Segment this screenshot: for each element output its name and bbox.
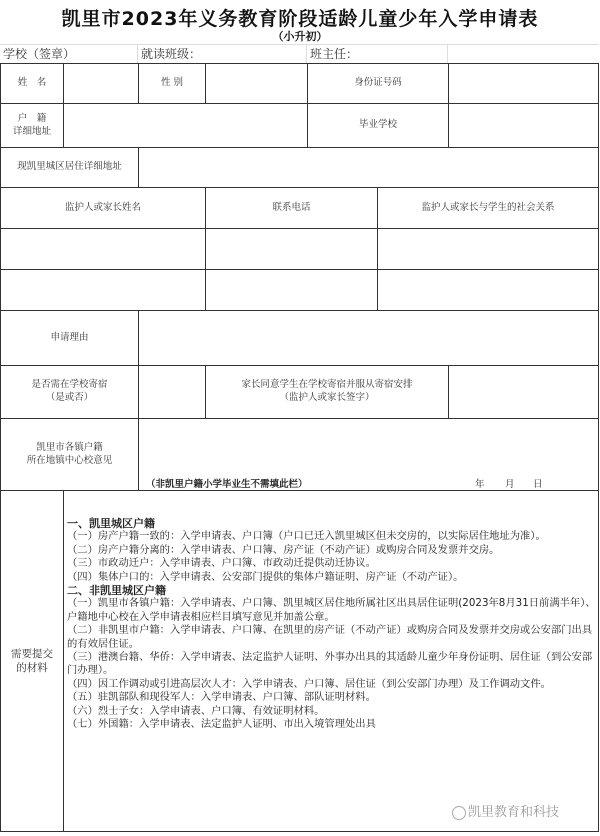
guardian-name-header: 监护人或家长姓名 [0, 187, 206, 229]
graduated-school-field[interactable] [448, 103, 599, 148]
id-number-field[interactable] [448, 63, 599, 104]
materials-item: （五）驻凯部队和现役军人：入学申请表、户口簿、部队证明材料。 [67, 691, 376, 704]
form-title: 凯里市2023年义务教育阶段适龄儿童少年入学申请表 [61, 8, 539, 30]
guardian-1-name[interactable] [0, 228, 206, 270]
hukou-label-line1: 户 籍 [17, 112, 47, 124]
boarding-consent-label [205, 365, 449, 419]
form-subtitle: （小升初） [272, 30, 328, 43]
town-label-line1: 凯里市各镇户籍 [36, 441, 103, 453]
reason-field[interactable] [138, 310, 599, 366]
residence-address-field[interactable] [138, 147, 599, 188]
name-label: 姓 名 [0, 63, 64, 104]
materials-item: （四）因工作调动或引进高层次人才：入学申请表、户口簿、居住证（到公安部门办理）及工作调动文件。 [67, 677, 551, 690]
materials-item: （二）非凯里市户籍：入学申请表、户口簿、在凯里的房产证（不动产证）或购房合同及发票并交房或公安部门出具的有效居住证。 [67, 624, 593, 650]
guardian-1-relation[interactable] [377, 228, 599, 270]
guardian-2-phone[interactable] [205, 269, 378, 311]
guardian-2-relation[interactable] [377, 269, 599, 311]
date-year-label: 年 [475, 479, 485, 490]
materials-section-urban: 一、凯里城区户籍 [67, 517, 155, 530]
consent-label-line1: 家长同意学生在学校寄宿并服从寄宿安排 [241, 379, 413, 391]
materials-item: （四）集体户口的：入学申请表、公安部门提供的集体户籍证明、房产证（不动产证）。 [67, 570, 464, 583]
materials-label-line2: 的材料 [16, 662, 48, 674]
class-label: 就读班级： [138, 44, 307, 63]
hukou-address-label [0, 103, 64, 148]
boarding-label-line1: 是否需在学校寄宿 [31, 379, 108, 391]
consent-signature-field[interactable] [448, 365, 599, 419]
town-opinion-note: （非凯里户籍小学毕业生不需填此栏） [146, 479, 308, 490]
reason-label: 申请理由 [0, 310, 139, 366]
header-blank [448, 44, 599, 63]
materials-item: （一）房产户籍一致的：入学申请表、户口簿（户口已迁入凯里城区但未交房的，以实际居住地址为准）。 [67, 530, 546, 543]
materials-item: （二）房产户籍分离的：入学申请表、户口簿、房产证（不动产证）或购房合同及发票并交房。 [67, 543, 500, 556]
head-teacher-label: 班主任： [307, 44, 448, 63]
hukou-address-field[interactable] [63, 103, 308, 148]
date-month-label: 月 [505, 479, 515, 490]
date-day-label: 日 [533, 479, 543, 490]
hukou-label-line2: 详细地址 [12, 125, 51, 137]
watermark [452, 801, 559, 820]
materials-item: （三）港澳台籍、华侨：入学申请表、法定监护人证明、外事办出具的其适龄儿童少年身份证明、居住证（到公安部门办理）。 [67, 651, 593, 677]
school-signature-label: 学校（签章） [0, 44, 138, 63]
materials-label-line1: 需要提交 [11, 647, 53, 660]
materials-item: （七）外国籍：入学申请表、法定监护人证明、市出入境管理处出具 [67, 718, 376, 731]
guardian-1-phone[interactable] [205, 228, 378, 270]
town-opinion-label [0, 418, 139, 491]
name-field[interactable] [63, 63, 139, 104]
phone-header: 联系电话 [205, 187, 378, 229]
guardian-2-name[interactable] [0, 269, 206, 311]
boarding-field[interactable] [138, 365, 206, 419]
materials-item: （六）烈士子女：入学申请表、户口簿、有效证明材料。 [67, 704, 325, 717]
relation-header: 监护人或家长与学生的社会关系 [377, 187, 599, 229]
graduated-school-label: 毕业学校 [307, 103, 449, 148]
materials-item: （三）市政动迁户：入学申请表、户口簿、市政动迁提供动迁协议。 [67, 557, 376, 570]
consent-label-line2: （监护人或家长签字） [279, 392, 375, 403]
materials-label [0, 490, 64, 832]
watermark-text: 凯里教育和科技 [468, 805, 560, 820]
wechat-icon [452, 806, 466, 820]
boarding-label-line2: （是或否） [45, 392, 94, 403]
residence-address-label: 现凯里城区居住详细地址 [0, 147, 139, 188]
materials-section-nonurban: 二、非凯里城区户籍 [67, 584, 166, 598]
town-label-line2: 所在地镇中心校意见 [26, 454, 113, 466]
materials-list [63, 490, 599, 832]
boarding-label [0, 365, 139, 419]
id-number-label: 身份证号码 [307, 63, 449, 104]
gender-field[interactable] [205, 63, 308, 104]
gender-label: 性 别 [138, 63, 206, 104]
materials-item: （一）凯里市各镇户籍：入学申请表、户口簿、凯里城区居住地所属社区出具居住证明(2023年8月31日前满半年）、户籍地中心校在入学申请表相应栏目填写意见并加盖公章。 [67, 597, 596, 623]
